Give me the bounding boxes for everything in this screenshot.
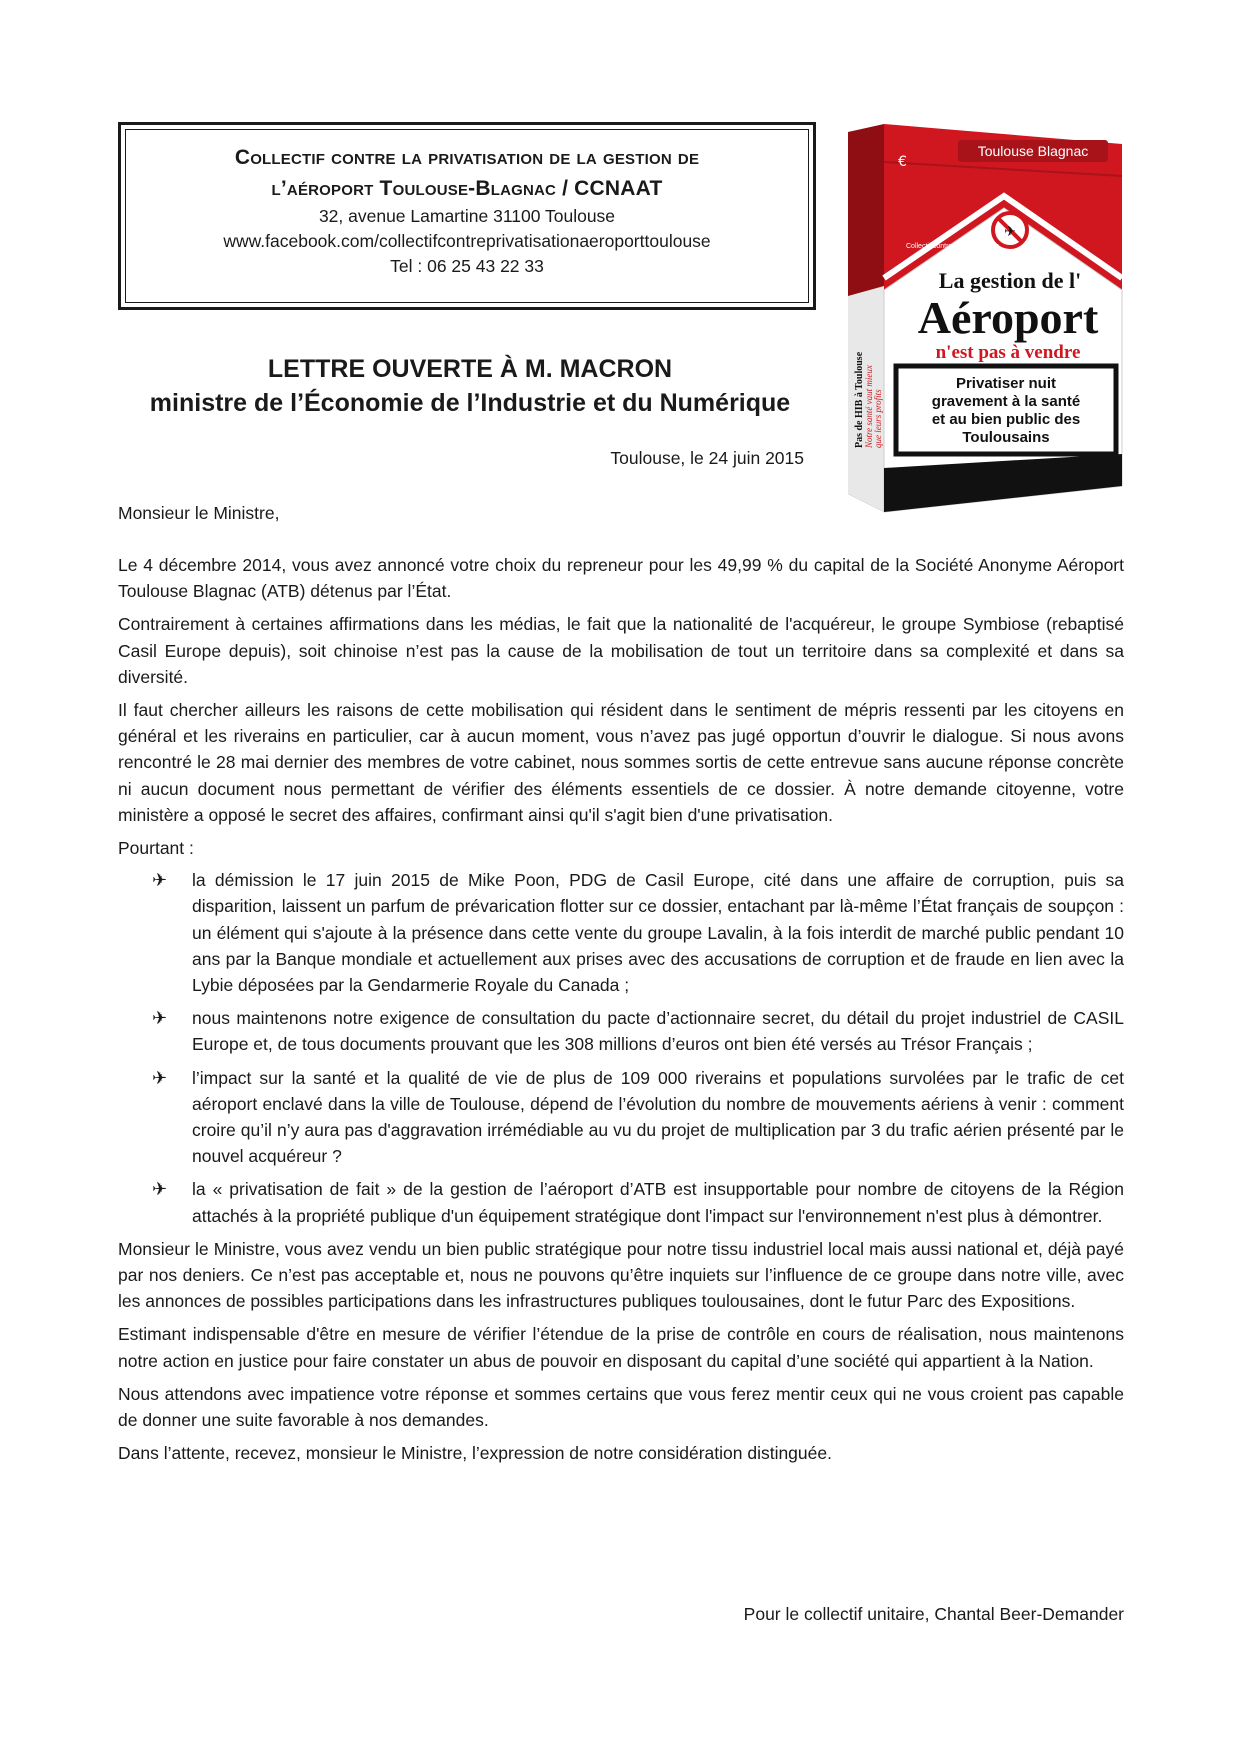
- cigarette-pack-illustration: [840, 118, 1130, 518]
- paragraph: Le 4 décembre 2014, vous avez annoncé votre choix du repreneur pour les 49,99 % du capital de la Société Anonyme Aéroport Toulouse Blagnac (ATB) détenus par l’État.: [118, 555, 1124, 602]
- title-line2: ministre de l’Économie de l’Industrie et du Numérique: [149, 389, 791, 417]
- paragraph: Monsieur le Ministre, vous avez vendu un bien public stratégique pour notre tissu industriel local mais aussi national et, déjà payé par nos deniers. Ce n’est pas acceptable et, nous ne pouvons qu’être inquiets sur l’influence de ce groupe dans notre ville, avec les annonces de possibles participations dans les infrastructures publiques toulousaines, dont le futur Parc des Expositions.: [118, 1238, 1124, 1312]
- signature: Pour le collectif unitaire, Chantal Beer-Demander: [743, 1604, 1124, 1624]
- paragraph: Nous attendons avec impatience votre réponse et sommes certains que vous ferez mentir ceux qui ne vous croient pas capable de donner une suite favorable à nos demandes.: [118, 1383, 1124, 1431]
- pack-warning-line4: Toulousains: [962, 429, 1050, 446]
- pack-side-text3: que leurs profits: [873, 389, 883, 448]
- pack-side-text2: Notre santé vaut mieux: [864, 365, 874, 448]
- airplane-icon: ✈: [152, 870, 168, 891]
- header-inner: [125, 129, 809, 303]
- list-item-text: la démission le 17 juin 2015 de Mike Poon, PDG de Casil Europe, cité dans une affaire de corruption, puis sa disparition, laissent un parfum de prévarication flotter sur ce dossier, entachant par là-même l’État français de soupçon : un élément qui s'ajoute à la présence dans cette vente du groupe Lavalin, à la fois interdit de marché public pendant 10 ans par la Banque mondiale et actuellement aux prises avec des accusations de corruption et de fraude en lien avec la Lybie déposées par la Gendarmerie Royale du Canada ;: [192, 870, 1124, 996]
- list-item: [118, 1065, 1124, 1170]
- dateline: Toulouse, le 24 juin 2015: [610, 448, 804, 468]
- org-name-line1: Collectif contre la privatisation de la gestion de: [234, 146, 700, 169]
- address: 32, avenue Lamartine 31100 Toulouse: [318, 206, 616, 226]
- paragraph: Il faut chercher ailleurs les raisons de cette mobilisation qui résident dans le sentiment de mépris ressenti par les citoyens en général et les riverains en particulier, car à aucun moment, vous n’avez pas jugé opportun d’ouvrir le dialogue. Si nous avons rencontré le 28 mai dernier des membres de votre cabinet, nous sommes sortis de cette entrevue sans aucune réponse concrète ni aucun document nous permettant de vérifier des éléments essentiels de ce dossier. À notre demande citoyenne, votre ministère a opposé le secret des affaires, confirmant ainsi qu'il s'agit bien d'une privatisation.: [118, 700, 1124, 825]
- pack-side-text1: Pas de HIB à Toulouse: [854, 351, 865, 448]
- collectif-logo: Collectif contre la privatisation: [906, 243, 999, 250]
- pack-brand: Toulouse Blagnac: [977, 143, 1089, 159]
- pack-warning-line1: Privatiser nuit: [955, 375, 1057, 392]
- plane-icon: ✈: [1004, 224, 1016, 240]
- list-item: [118, 867, 1124, 998]
- phone-number: Tel : 06 25 43 22 33: [390, 256, 544, 276]
- pack-euro-icon: €: [898, 154, 907, 170]
- list-item-text: la « privatisation de fait » de la gestion de l’aéroport d’ATB est insupportable pour nombre de citoyens de la Région attachés à la propriété publique d'un équipement stratégique dont l'impact sur l'environnement n'est plus à démontrer.: [192, 1179, 1124, 1226]
- facebook-link[interactable]: www.facebook.com/collectifcontreprivatisationaeroporttoulouse: [223, 231, 711, 251]
- airplane-icon: ✈: [152, 1179, 168, 1200]
- list-item-text: nous maintenons notre exigence de consultation du pacte d’actionnaire secret, du détail du projet industriel de CASIL Europe et, de tous documents prouvant que les 308 millions d’euros ont bien été versés au Trésor Français ;: [192, 1008, 1124, 1055]
- letter-body: [118, 552, 1124, 1474]
- pack-warning-line3: et au bien public des: [931, 411, 1081, 428]
- paragraph: Pourtant :: [118, 838, 194, 859]
- paragraph: Contrairement à certaines affirmations dans les médias, le fait que la nationalité de l'acquéreur, le groupe Symbiose (rebaptisé Casil Europe depuis), soit chinoise n’est pas la cause de la mobilisation de tout un territoire dans sa complexité et dans sa diversité.: [118, 614, 1124, 687]
- airplane-icon: ✈: [152, 1067, 168, 1088]
- pack-warning-line2: gravement à la santé: [931, 393, 1081, 410]
- list-item-text: l’impact sur la santé et la qualité de vie de plus de 109 000 riverains et populations survolées par le trafic de cet aéroport enclavé dans la ville de Toulouse, dépend de l’évolution du nombre de mouvements aériens à venir : comment croire qu’il n’y aura pas d'aggravation irrémédiable au vu du projet de multiplication par 3 du trafic aérien présenté par le nouvel acquéreur ?: [192, 1067, 1124, 1167]
- list-item: [118, 1005, 1124, 1057]
- org-name-line2: l’aéroport Toulouse-Blagnac / CCNAAT: [271, 177, 663, 200]
- bullet-list: [118, 867, 1124, 1229]
- header-box: [118, 122, 816, 310]
- pack-headline1: La gestion de l': [938, 268, 1082, 293]
- letter-title: [110, 352, 830, 420]
- paragraph: Estimant indispensable d'être en mesure de vérifier l’étendue de la prise de contrôle en cours de réalisation, nous maintenons notre action en justice pour faire constater un abus de pouvoir en disposant du capital d’une société qui appartient à la Nation.: [118, 1324, 1124, 1371]
- pack-headline2: Aéroport: [917, 292, 1099, 343]
- title-line1: LETTRE OUVERTE À M. MACRON: [267, 355, 673, 383]
- airplane-icon: ✈: [152, 1008, 168, 1029]
- list-item: [118, 1176, 1124, 1228]
- paragraph: Dans l’attente, recevez, monsieur le Ministre, l’expression de notre considération distinguée.: [118, 1443, 832, 1464]
- salutation: Monsieur le Ministre,: [118, 503, 280, 523]
- pack-headline3: n'est pas à vendre: [935, 342, 1081, 363]
